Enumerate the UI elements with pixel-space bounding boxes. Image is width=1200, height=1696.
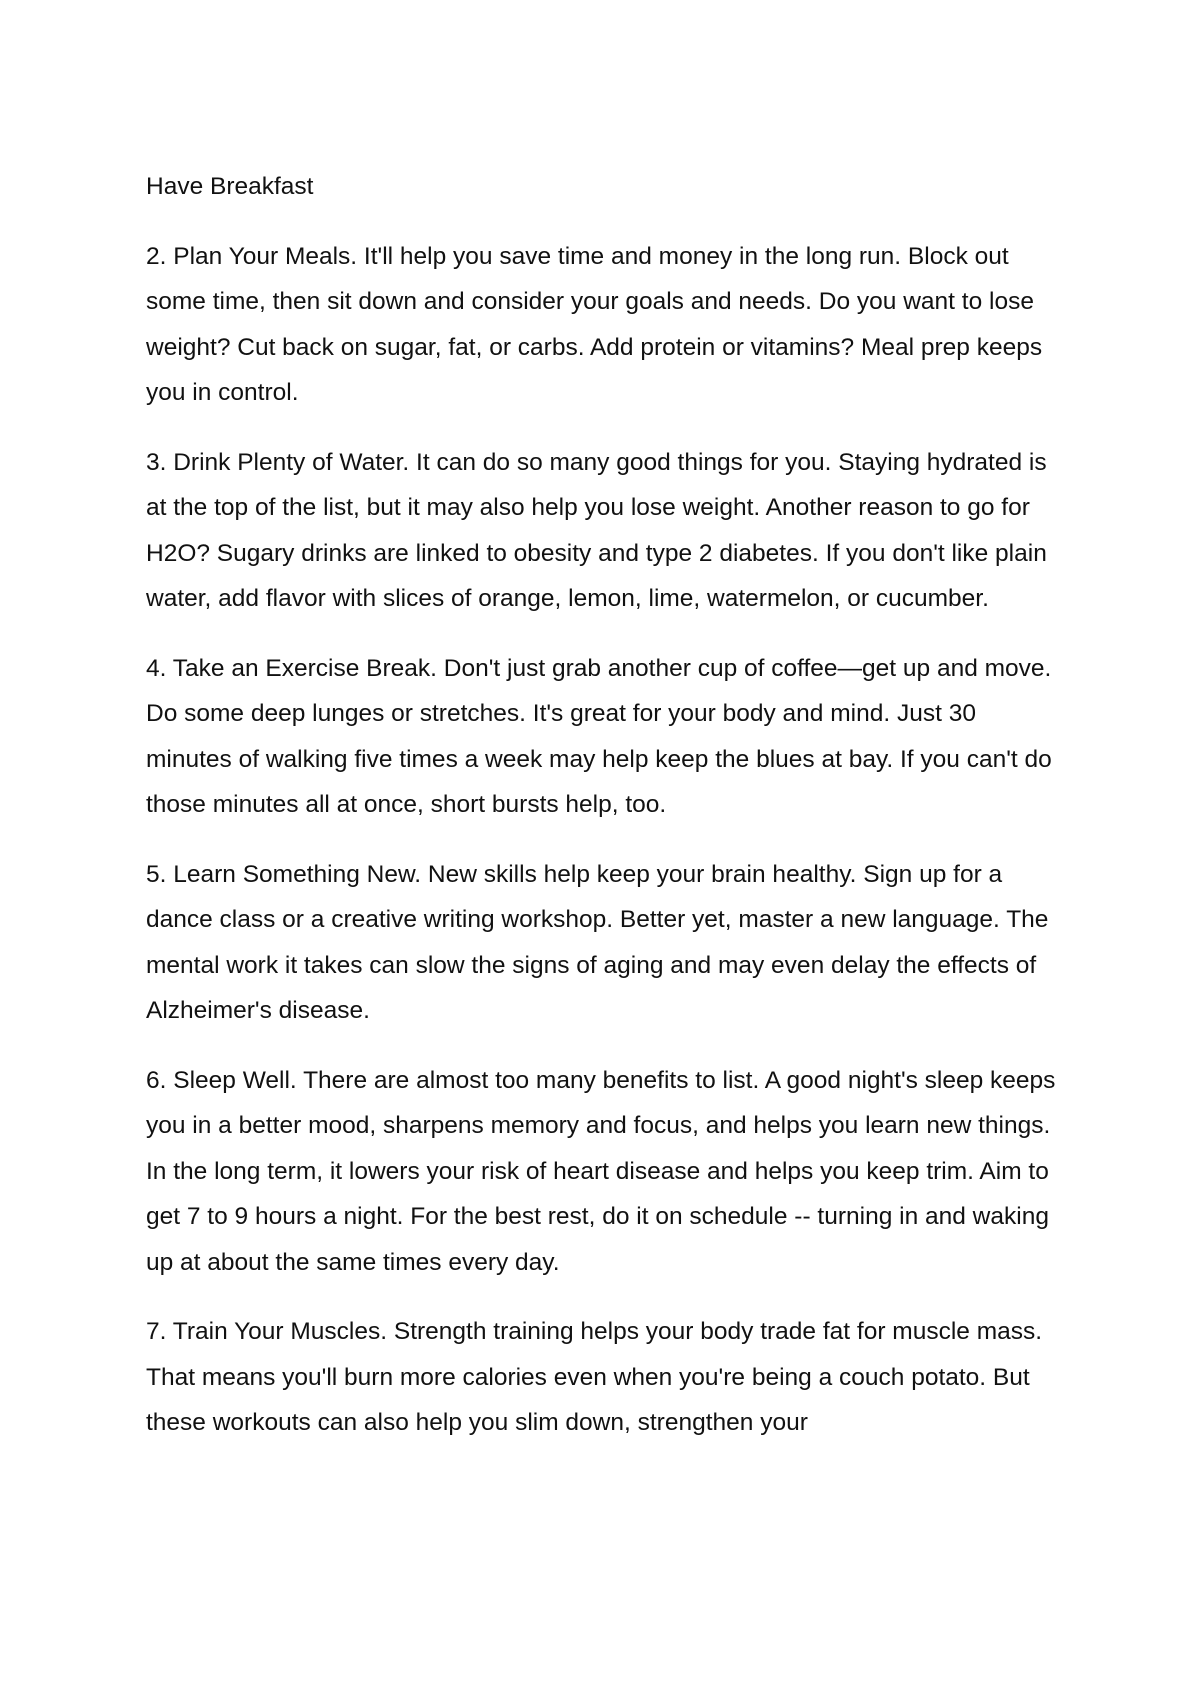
paragraph-plan-meals: 2. Plan Your Meals. It'll help you save time and money in the long run. Block out some time, then sit down and consider your goals and needs. Do you want to lose weight? Cut back on sugar, fat, or carbs. Add protein or vitamins? Meal prep keeps you in control. (146, 242, 1043, 406)
paragraph-learn-something: 5. Learn Something New. New skills help keep your brain healthy. Sign up for a dance class or a creative writing workshop. Better yet, master a new language. The mental work it takes can slow the signs of aging and may even delay the effects of Alzheimer's disease. (146, 860, 1049, 1024)
paragraph-exercise-break: 4. Take an Exercise Break. Don't just grab another cup of coffee—get up and move. Do some deep lunges or stretches. It's great for your body and mind. Just 30 minutes of walking five times a week may help keep the blues at bay. If you can't do those minutes all at once, short bursts help, too. (146, 654, 1052, 818)
paragraph-drink-water: 3. Drink Plenty of Water. It can do so many good things for you. Staying hydrated is at the top of the list, but it may also help you lose weight. Another reason to go for H2O? Sugary drinks are linked to obesity and type 2 diabetes. If you don't like plain water, add flavor with slices of orange, lemon, lime, watermelon, or cucumber. (146, 448, 1047, 612)
document-body (146, 164, 1066, 1470)
paragraph-train-muscles: 7. Train Your Muscles. Strength training helps your body trade fat for muscle mass. That means you'll burn more calories even when you're being a couch potato. But these workouts can also help you slim down, strengthen your (146, 1318, 1043, 1436)
paragraph-sleep-well: 6. Sleep Well. There are almost too many benefits to list. A good night's sleep keeps you in a better mood, sharpens memory and focus, and helps you learn new things. In the long term, it lowers your risk of heart disease and helps you keep trim. Aim to get 7 to 9 hours a night. For the best rest, do it on schedule -- turning in and waking up at about the same times every day. (146, 1066, 1056, 1276)
document-heading: Have Breakfast (146, 173, 314, 200)
